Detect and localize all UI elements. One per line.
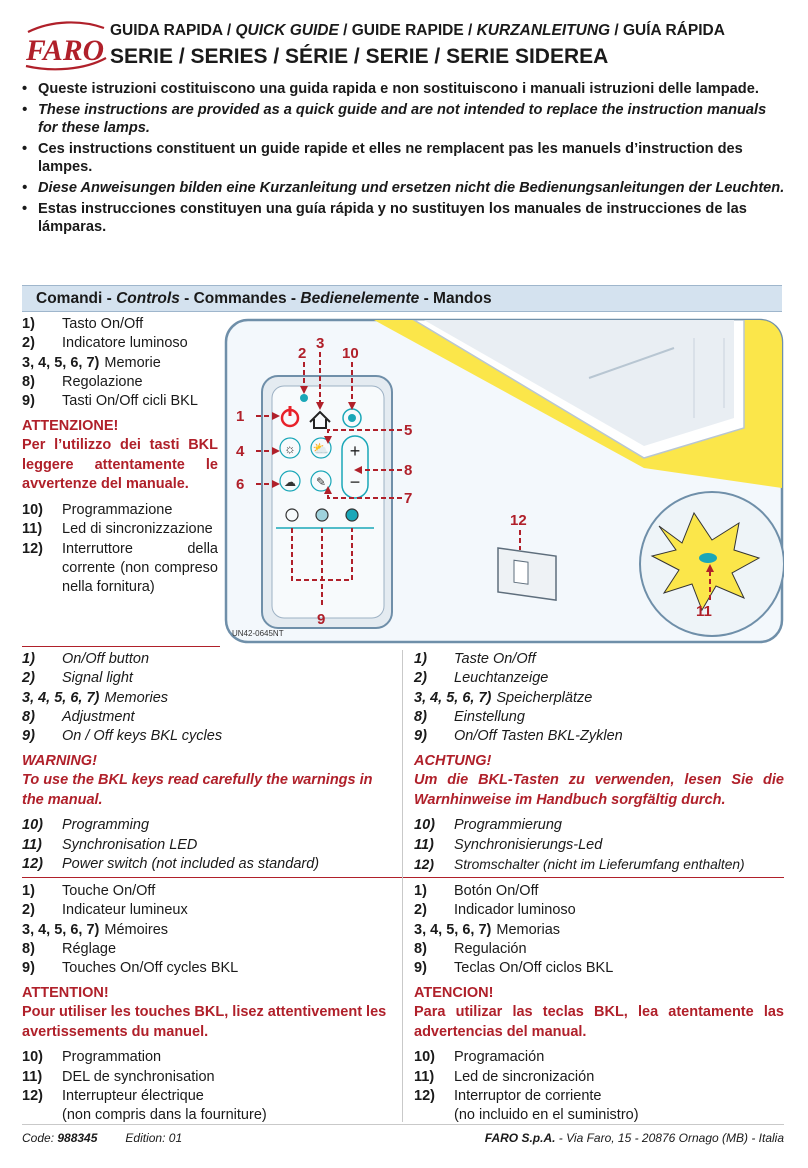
callout-8: 8 [404,462,413,479]
section-title: Comandi - Controls - Commandes - Bedienelemente - Mandos [36,290,492,307]
faro-logo [22,18,108,72]
list-item: 11) DEL de synchronisation [22,1068,215,1085]
warning-title: WARNING! [22,753,97,770]
separator-figure [22,646,220,647]
list-item: 3, 4, 5, 6, 7) Memories [22,689,169,706]
figure-code: UN42-0645NT [232,629,284,638]
footer-company: FARO S.p.A. [484,1131,556,1145]
list-item-continuation: (no incluido en el suministro) [454,1107,639,1124]
list-item-continuation: (non compris dans la fourniture) [62,1107,267,1124]
callout-5: 5 [404,422,413,439]
warning-text: Um die BKL-Tasten zu verwenden, lesen Sie die Warnhinweise im Handbuch sorgfältig durch. [414,772,784,808]
svg-text:☼: ☼ [284,441,296,456]
callout-10: 10 [342,345,359,362]
list-item: 1) Botón On/Off [414,883,539,899]
callout-12: 12 [510,512,527,529]
list-item: 12) Stromschalter (nicht im Lieferumfang enthalten) [414,857,745,873]
list-item: 1) On/Off button [22,651,150,667]
list-italian [22,315,218,597]
intro-it: • Queste istruzioni costituiscono una guida rapida e non sostituiscono i manuali istruzioni delle lampade. [22,80,786,98]
bkl-key-2-icon [316,509,328,521]
list-item: 8) Réglage [22,940,117,957]
remote-control [262,376,392,628]
list-item: 3, 4, 5, 6, 7) Mémoires [22,921,169,938]
list-item: 8) Adjustment [22,708,135,725]
svg-text:⛅: ⛅ [312,441,330,456]
list-item: 12) Interruptor de corriente [414,1088,602,1105]
footer-edition: Edition: 01 [125,1131,183,1145]
footer-address: - Via Faro, 15 - 20876 Ornago (MB) - Italia [555,1131,784,1145]
list-german [414,650,784,874]
list-item: 11) Led di sincronizzazione [22,521,213,538]
list-item: 10) Programming [22,817,150,834]
header-title: GUIDA RAPIDA / QUICK GUIDE / GUIDE RAPIDE / KURZANLEITUNG / GUÍA RÁPIDA [110,22,725,39]
list-item: 2) Indicador luminoso [414,902,576,919]
footer-right [485,1131,784,1145]
list-french [22,882,396,1126]
list-item: 3, 4, 5, 6, 7) Memorie [22,354,161,371]
footer-left: Code: 988345 Edition: 01 [22,1131,183,1145]
list-item: 10) Programación [414,1049,545,1066]
callout-11: 11 [696,603,712,620]
list-item: 12) Interruttore della corrente (non compreso nella fornitura) [22,540,218,596]
footer-code: 988345 [57,1131,98,1145]
controls-diagram [224,318,784,644]
callout-9: 9 [317,611,326,628]
list-item: 8) Regulación [414,940,527,957]
warning-title: ACHTUNG! [414,753,492,770]
list-item: 1) Taste On/Off [414,651,536,667]
callout-7: 7 [404,490,413,507]
list-item: 10) Programmation [22,1049,162,1066]
list-item: 8) Regolazione [22,373,143,390]
list-item: 9) Tasti On/Off cicli BKL [22,393,198,410]
list-item: 2) Indicateur lumineux [22,902,188,919]
intro-en: • These instructions are provided as a quick guide and are not intended to replace the instruction manuals for these lamps. [22,101,786,137]
warning-title: ATTENZIONE! [22,418,119,435]
list-item: 11) Synchronisierungs-Led [414,836,603,853]
list-spanish [414,882,784,1126]
bkl-key-3-icon [346,509,358,521]
list-item: 3, 4, 5, 6, 7) Speicherplätze [414,689,593,706]
callout-1: 1 [236,408,245,425]
intro-fr: • Ces instructions constituent un guide rapide et elles ne remplacent pas les manuels d’instruction des lampes. [22,140,786,176]
list-english [22,650,396,874]
list-item: 12) Interrupteur électrique [22,1088,204,1105]
svg-text:+: + [349,441,361,461]
warning-title: ATTENTION! [22,985,109,1002]
warning-title: ATENCION! [414,985,494,1002]
callout-3: 3 [316,335,325,352]
svg-text:✎: ✎ [315,475,327,489]
intro-es: • Estas instrucciones constituyen una guía rápida y no sustituyen los manuales de instrucciones de las lámparas. [22,200,786,236]
list-item: 8) Einstellung [414,708,525,725]
column-divider [402,650,403,1122]
warning-text: Pour utiliser les touches BKL, lisez attentivement les avertissements du manuel. [22,1004,387,1040]
list-item: 2) Leuchtanzeige [414,670,549,687]
sync-led [699,553,717,563]
list-item: 11) Led de sincronización [414,1068,595,1085]
list-item: 1) Tasto On/Off [22,316,144,332]
section-bar [22,285,782,312]
faro-logo-text: FARO [25,34,105,67]
list-item: 9) Teclas On/Off ciclos BKL [414,960,614,977]
callout-4: 4 [236,443,245,460]
list-item: 2) Signal light [22,670,133,687]
list-item: 9) Touches On/Off cycles BKL [22,960,239,977]
separator-middle [22,877,784,878]
svg-text:−: − [349,472,361,492]
list-item: 11) Synchronisation LED [22,836,198,853]
header-series: SERIE / SERIES / SÉRIE / SERIE / SERIE SIDEREA [110,45,609,68]
signal-light [300,394,308,402]
list-item: 9) On / Off keys BKL cycles [22,728,223,745]
wall-switch [498,548,556,600]
list-item: 3, 4, 5, 6, 7) Memorias [414,921,561,938]
list-item: 12) Power switch (not included as standard) [22,856,320,873]
warning-text: To use the BKL keys read carefully the warnings in the manual. [22,772,373,808]
list-item: 10) Programmazione [22,501,173,518]
intro-de: • Diese Anweisungen bilden eine Kurzanleitung und ersetzen nicht die Bedienungsanleitungen der Leuchten. [22,179,786,197]
intro-list [22,80,786,239]
list-item: 9) On/Off Tasten BKL-Zyklen [414,728,623,745]
list-item: 10) Programmierung [414,817,562,834]
callout-2: 2 [298,345,307,362]
warning-text: Per l’utilizzo dei tasti BKL leggere attentamente le avvertenze del manuale. [22,437,218,493]
warning-text: Para utilizar las teclas BKL, lea atentamente las advertencias del manual. [414,1004,784,1040]
callout-6: 6 [236,476,245,493]
list-item: 1) Touche On/Off [22,883,156,899]
svg-text:☁: ☁ [284,475,296,489]
list-item: 2) Indicatore luminoso [22,335,188,352]
